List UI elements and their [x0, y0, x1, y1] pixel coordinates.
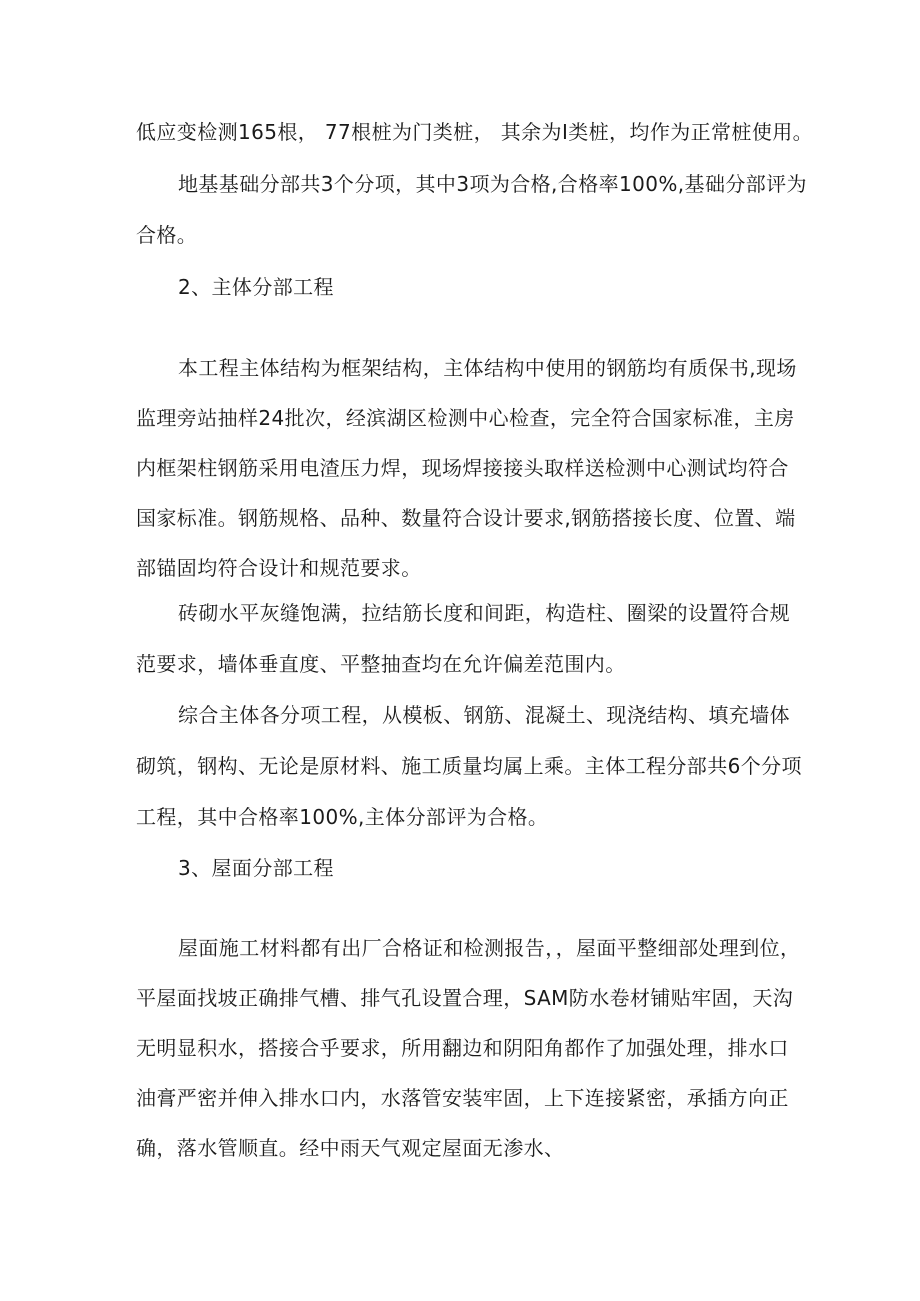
text-line: 本工程主体结构为框架结构，主体结构中使用的钢筋均有质保书,现场	[178, 356, 797, 380]
text-line: 无明显积水，搭接合乎要求，所用翻边和阴阳角都作了加强处理，排水口	[136, 1036, 789, 1060]
text-line: 确，落水管顺直。经中雨天气观定屋面无渗水、	[136, 1136, 565, 1160]
section-heading: 2、主体分部工程	[178, 275, 334, 299]
text-line: 低应变检测165根， 77根桩为门类桩， 其余为I类桩，均作为正常桩使用。	[136, 120, 814, 144]
text-line: 部锚固均符合设计和规范要求。	[136, 556, 422, 580]
text-line: 屋面施工材料都有出厂合格证和检测报告，，屋面平整细部处理到位，	[178, 936, 801, 960]
text-line: 监理旁站抽样24批次，经滨湖区检测中心检查，完全符合国家标准，主房	[136, 406, 795, 430]
text-line: 平屋面找坡正确排气槽、排气孔设置合理，SAM防水卷材铺贴牢固，天沟	[136, 986, 794, 1010]
text-line: 工程，其中合格率100%,主体分部评为合格。	[136, 805, 549, 829]
section-heading: 3、屋面分部工程	[178, 856, 334, 880]
text-line: 砌筑，钢构、无论是原材料、施工质量均属上乘。主体工程分部共6个分项	[136, 754, 802, 778]
text-line: 油膏严密并伸入排水口内，水落管安装牢固，上下连接紧密，承插方向正	[136, 1086, 789, 1110]
text-line: 合格。	[136, 223, 198, 247]
text-line: 砖砌水平灰缝饱满，拉结筋长度和间距，构造柱、圈梁的设置符合规	[178, 601, 790, 625]
text-line: 地基基础分部共3个分项，其中3项为合格,合格率100%,基础分部评为	[178, 172, 807, 196]
text-line: 范要求，墙体垂直度、平整抽查均在允许偏差范围内。	[136, 652, 626, 676]
text-line: 内框架柱钢筋采用电渣压力焊，现场焊接接头取样送检测中心测试均符合	[136, 456, 789, 480]
text-line: 综合主体各分项工程，从模板、钢筋、混凝土、现浇结构、填充墙体	[178, 703, 790, 727]
text-line: 国家标准。钢筋规格、品种、数量符合设计要求,钢筋搭接长度、位置、端	[136, 506, 796, 530]
